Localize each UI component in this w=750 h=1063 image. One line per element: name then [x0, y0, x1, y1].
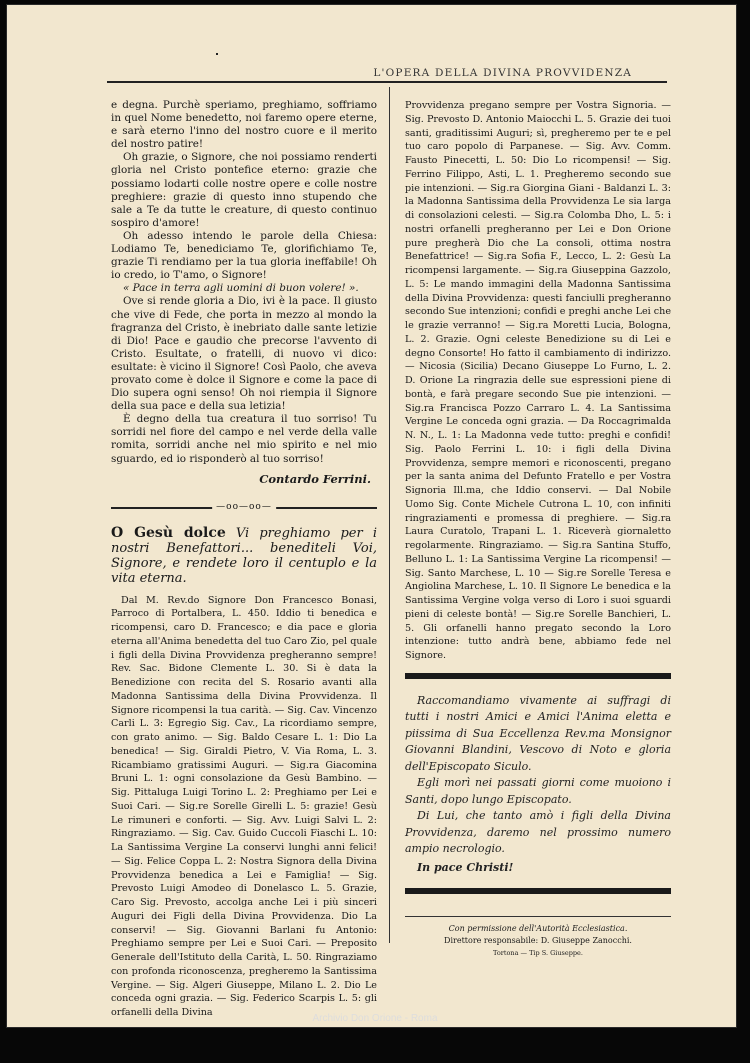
section-heading	[111, 526, 377, 586]
signature: Contardo Ferrini.	[259, 471, 371, 486]
notice-paragraph: Raccomandiamo vivamente ai suffragi di tutti i nostri Amici e Amici l'Anima eletta e piissima di Sua Eccellenza Rev.ma Monsignor Giovanni Blandini, Vescovo di Noto e gloria dell'Episcopato Siculo.	[405, 693, 671, 773]
imprint-director: Direttore responsabile: D. Giuseppe Zanocchi.	[444, 936, 632, 946]
document-page	[7, 5, 736, 1027]
heading-italic: Vi preghiamo per i nostri Benefattori... benediteli Voi, Signore, e rendete loro il centuplo e la vita eterna.	[111, 525, 377, 586]
paragraph: Oh adesso intendo le parole della Chiesa: Lodiamo Te, benediciamo Te, glorifichiamo Te, grazie Ti rendiamo per la tua gloria ineffabile! Oh io credo, io T'amo, o Signore!	[111, 229, 377, 282]
notice-rule-top	[405, 673, 671, 679]
column-separator	[389, 87, 390, 943]
imprint-rule	[405, 916, 671, 917]
notice-rule-bottom	[405, 888, 671, 894]
donor-list: Dal M. Rev.do Signore Don Francesco Bonasi, Parroco di Portalbera, L. 450. Iddio ti benedica e ricompensi, caro D. Francesco; e dia pace e gloria eterna all'Anima benedetta del tuo Caro Zio, pel quale i figli della Divina Provvidenza pregheranno sempre! Rev. Sac. Bidone Clemente L. 30. Si è data la Benedizione con recita del S. Rosario avanti alla Madonna Santissima della Divina Provvidenza. Il Signore ricompensi la tua carità. — Sig. Cav. Vincenzo Carli L. 3: Egregio Sig. Cav., La ricordiamo sempre, con grato animo. — Sig. Baldo Cesare L. 1: Dio La benedica! — Sig. Giraldi Pietro, V. Via Roma, L. 3. Ricambiamo gratissimi Auguri. — Sig.ra Giacomina Bruni L. 1: ogni consolazione da Gesù Bambino. — Sig. Pittaluga Luigi Torino L. 2: Preghiamo per Lei e Suoi Cari. — Sig.re Sorelle Girelli L. 5: grazie! Gesù Le rimuneri e conforti. — Sig. Avv. Luigi Salvi L. 2: Ringraziamo. — Sig. Cav. Guido Cuccoli Fiaschi L. 10: La Santissima Vergine La conservi lunghi anni felici! — Sig. Felice Coppa L. 2: Nostra Signora della Divina Provvidenza benedica a Lei e Famiglia! — Sig. Prevosto Luigi Amodeo di Donelasco L. 5. Grazie, Caro Sig. Prevosto, accolga anche Lei i più sinceri Auguri dei Figli della Divina Provvidenza. Dio La conservi! — Sig. Giovanni Barlani fu Antonio: Preghiamo sempre per Lei e Suoi Cari. — Preposito Generale dell'Istituto della Carità, L. 50. Ringraziamo con profonda riconoscenza, pregheremo la Santissima Vergine. — Sig. Algeri Giuseppe, Milano L. 2. Dio Le conceda ogni grazia. — Sig. Federico Scarpis L. 5: gli orfanelli della Divina	[111, 594, 377, 1019]
obituary-notice	[405, 693, 671, 877]
donor-list-continued: Provvidenza pregano sempre per Vostra Signoria. — Sig. Prevosto D. Antonio Maiocchi L. 5. Grazie dei tuoi santi, graditissimi Auguri; sì, pregheremo per te e pel tuo caro popolo di Parpanese. — Sig. Avv. Comm. Fausto Pinecetti, L. 50: Dio Lo ricompensi! — Sig. Ferrino Filippo, Asti, L. 1. Pregheremo secondo sue pie intenzioni. — Sig.ra Giorgina Giani - Baldanzi L. 3: la Madonna Santissima della Provvidenza Le sia larga di consolazioni celesti. — Sig.ra Colomba Dho, L. 5: i nostri orfanelli pregheranno per Lei e Don Orione pure pregherà Dio che La consoli, ottima nostra Benefattrice! — Sig.ra Sofia F., Lecco, L. 2: Gesù La ricompensi largamente. — Sig.ra Giuseppina Gazzolo, L. 5: Le mando immagini della Madonna Santissima della Divina Provvidenza: questi fanciulli pregheranno secondo Sue intenzioni; confidi e preghi anche Lei che le grazie verranno! — Sig.ra Moretti Lucia, Bologna, L. 2. Grazie. Ogni celeste Benedizione su di Lei e degno Consorte! Ho fatto il cambiamento di indirizzo. — Nicosia (Sicilia) Decano Giuseppe Lo Furno, L. 2. D. Orione La ringrazia delle sue espressioni piene di bontà, e farà pregare secondo Sue pie intenzioni. — Sig.ra Francisca Pozzo Carraro L. 4. La Santissima Vergine Le conceda ogni grazia. — Da Roccagrimalda N. N., L. 1: La Madonna vede tutto: preghi e confidi! Sig. Paolo Ferrini L. 10: i figli della Divina Provvidenza, sempre memori e riconoscenti, pregano per la santa anima del Defunto Fratello e per Vostra Signoria Ill.ma, che Iddio conservi. — Dal Nobile Uomo Sig. Conte Michele Cutrona L. 10, con infiniti ringraziamenti e promessa di preghiere. — Sig.ra Laura Curatolo, Trapani L. 1. Riceverà giornaletto regolarmente. Ringraziamo. — Sig.ra Santina Stuffo, Belluno L. 1: La Santissima Vergine La ricompensi! — Sig. Santo Marchese, L. 10 — Sig.re Sorelle Teresa e Angiolina Marchese, L. 10. Il Signore Le benedica e la Santissima Vergine volga verso di Loro i suoi sguardi pieni di celeste bontà! — Sig.re Sorelle Banchieri, L. 5. Gli orfanelli hanno pregato secondo la Loro intenzione: tutto andrà bene, abbiamo fede nel Signore.	[405, 100, 671, 661]
imprint	[405, 923, 671, 959]
archive-caption: Archivio Don Orione - Roma	[312, 1013, 438, 1024]
imprint-printer: Tortona — Tip S. Giuseppe.	[493, 949, 583, 958]
notice-closing: In pace Christi!	[417, 860, 514, 874]
paragraph: Oh grazie, o Signore, che noi possiamo renderti gloria nel Cristo pontefice eterno: grazie che possiamo lodarti colle nostre opere e colle nostre preghiere: grazie di questo inno stupendo che sale a Te da tutte le creature, di questo continuo sospiro d'amore!	[111, 151, 377, 229]
page-header: L'OPERA DELLA DIVINA PROVVIDENZA	[373, 67, 632, 79]
header-rule	[107, 81, 667, 83]
right-column	[405, 99, 671, 959]
section-divider	[111, 502, 377, 514]
left-column	[111, 99, 377, 1020]
heading-bold: O Gesù dolce	[111, 524, 226, 541]
imprint-permission: Con permissione dell'Autorità Ecclesiastica.	[448, 924, 628, 934]
paragraph: e degna. Purchè speriamo, preghiamo, soffriamo in quel Nome benedetto, noi faremo opere eterne, e sarà eterno l'inno del nostro cuore e il merito del nostro patire!	[111, 99, 377, 151]
divider-ornament: —oo—oo—	[212, 502, 276, 512]
paragraph: Ove si rende gloria a Dio, ivi è la pace. Il giusto che vive di Fede, che porta in mezzo al mondo la fragranza del Cristo, è inebriato dalle sante letizie di Dio! Pace e gaudio che precorse l'avvento di Cristo. Esultate, o fratelli, di nuovo vi dico: esultate: è vicino il Signore! Così Paolo, che aveva provato come è dolce il Signore e come la pace di Dio supera ogni senso! Oh noi riempia il Signore della sua pace e della sua letizia!	[111, 295, 377, 413]
notice-paragraph: Di Lui, che tanto amò i figli della Divina Provvidenza, daremo nel prossimo numero ampio necrologio.	[405, 809, 671, 856]
paragraph-quote: « Pace in terra agli uomini di buon volere! ».	[123, 282, 359, 295]
paragraph: È degno della tua creatura il tuo sorriso! Tu sorridi nel fiore del campo e nel verde della valle romita, sorridi anche nel mio spirito e nel mio sguardo, ed io risponderò al tuo sorriso!	[111, 413, 377, 465]
ink-speck	[216, 53, 218, 55]
notice-paragraph: Egli morì nei passati giorni come muoiono i Santi, dopo lungo Episcopato.	[405, 776, 671, 806]
